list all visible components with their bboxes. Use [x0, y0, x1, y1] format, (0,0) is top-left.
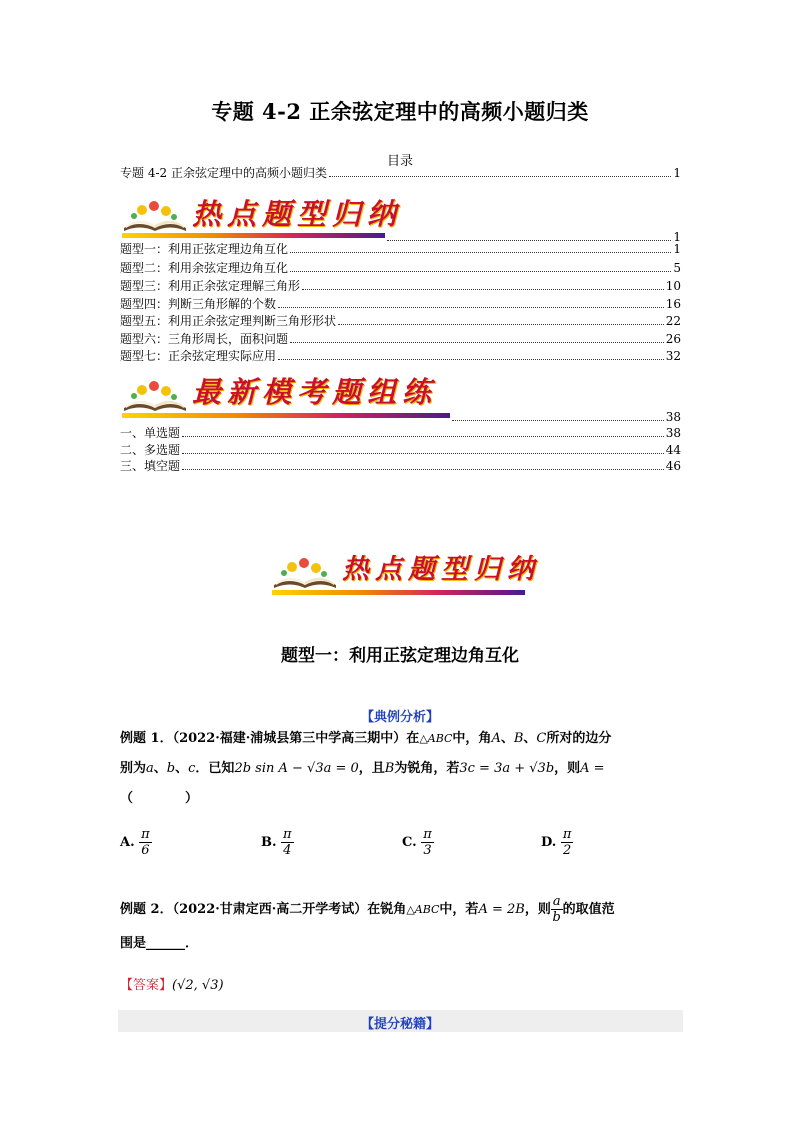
example-2 — [120, 893, 685, 961]
example-2-prefix: 例题 2．（2022·甘肃定西·高二开学考试）在锐角 — [120, 902, 407, 917]
toc-page: 32 — [665, 349, 681, 363]
toc-page: 10 — [665, 279, 681, 293]
banner-text: 热点题型归纳 — [192, 197, 403, 231]
math-equation: 3c = 3a + √3b — [459, 761, 555, 776]
toc-leader — [290, 251, 671, 253]
toc-row[interactable] — [120, 312, 681, 328]
toc-label: 二、多选题 — [120, 443, 181, 457]
text: 中，若 — [439, 902, 479, 917]
banner-underline — [122, 233, 385, 238]
toc-label: 题型七：正余弦定理实际应用 — [120, 349, 277, 363]
toc-page: 38 — [665, 426, 681, 440]
math-equation: A = 2B — [478, 902, 525, 917]
option-b[interactable] — [261, 827, 294, 858]
banner-text: 热点题型归纳 — [342, 554, 540, 585]
toc-row[interactable] — [120, 330, 681, 346]
option-key: D. — [541, 835, 557, 850]
toc-label: 题型一：利用正弦定理边角互化 — [120, 242, 289, 256]
math-triangle: △ABC — [419, 732, 453, 745]
text: 的取值范 — [562, 902, 615, 917]
option-fraction — [421, 827, 434, 858]
latest-exams-banner — [122, 370, 452, 418]
answer-line — [120, 974, 224, 993]
open-book-flowers-icon — [122, 378, 188, 412]
toc-leader — [182, 435, 664, 437]
banner-underline — [122, 413, 450, 418]
toc-label: 题型二：利用余弦定理边角互化 — [120, 261, 289, 275]
toc-page: 1 — [673, 242, 681, 256]
example-1-line-2 — [120, 754, 685, 784]
text: 别为 — [120, 761, 147, 776]
open-book-flowers-icon — [122, 198, 188, 232]
toc-leader — [182, 452, 664, 454]
math-var: B — [384, 761, 395, 776]
fraction-numerator: a — [552, 894, 561, 909]
toc-row[interactable] — [120, 259, 681, 275]
math-triangle: △ABC — [406, 903, 440, 916]
text: 、 — [500, 731, 514, 746]
toc-page: 22 — [665, 314, 681, 328]
example-2-line-1 — [120, 893, 685, 927]
hot-topics-banner-center — [272, 547, 540, 595]
option-d[interactable] — [541, 827, 573, 858]
option-key: A. — [120, 835, 135, 850]
toc-row[interactable] — [120, 441, 681, 457]
toc-label: 专题 4-2 正余弦定理中的高频小题归类 — [120, 166, 327, 180]
toc-label: 题型四：判断三角形解的个数 — [120, 297, 277, 311]
section-title: 题型一：利用正弦定理边角互化 — [281, 646, 519, 666]
toc-page: 38 — [665, 410, 681, 424]
answer-value: (√2, √3) — [172, 978, 224, 993]
toc-row[interactable] — [120, 347, 681, 363]
toc-page: 16 — [665, 297, 681, 311]
toc-page: 1 — [673, 230, 681, 244]
fraction-a-over-b — [551, 894, 563, 925]
open-book-flowers-icon — [272, 555, 338, 589]
toc-row[interactable] — [120, 424, 681, 440]
text: ，则 — [554, 761, 581, 776]
toc-row[interactable] — [120, 457, 681, 473]
toc-page: 44 — [665, 443, 681, 457]
fraction-numerator: π — [141, 827, 150, 842]
option-fraction — [139, 827, 152, 858]
toc-label: 三、填空题 — [120, 459, 181, 473]
toc-leader — [182, 468, 664, 470]
fraction-denominator: 2 — [563, 843, 572, 858]
toc-page: 5 — [673, 261, 681, 275]
fraction-denominator: 4 — [283, 843, 292, 858]
text: ，且 — [358, 761, 385, 776]
math-var: c — [188, 761, 196, 776]
option-fraction — [561, 827, 574, 858]
toc-row[interactable] — [120, 277, 681, 293]
option-key: B. — [261, 835, 277, 850]
fraction-numerator: π — [283, 827, 292, 842]
math-equation: 2b sin A − √3a = 0 — [234, 761, 359, 776]
example-1-line-1 — [120, 724, 685, 754]
toc-row[interactable] — [120, 164, 681, 180]
math-var: a — [146, 761, 154, 776]
math-var: b — [166, 761, 176, 776]
text: 、 — [175, 761, 189, 776]
math-var: C — [536, 731, 547, 746]
example-1-blank: （ ） — [120, 791, 199, 806]
toc-leader — [329, 175, 671, 177]
math-var: B — [513, 731, 524, 746]
toc-row[interactable] — [120, 295, 681, 311]
toc-page: 46 — [665, 459, 681, 473]
text: ．已知 — [195, 761, 235, 776]
example-1-prefix: 例题 1．（2022·福建·浦城县第三中学高三期中）在 — [120, 731, 420, 746]
example-2-line-2: 围是______． — [120, 936, 199, 951]
toc-label: 题型三：利用正余弦定理解三角形 — [120, 279, 301, 293]
toc-leader — [290, 341, 664, 343]
text: 中，角 — [452, 731, 492, 746]
text: 、 — [153, 761, 167, 776]
banner-underline — [272, 590, 525, 595]
toc-label: 题型五：利用正余弦定理判断三角形形状 — [120, 314, 337, 328]
toc-row[interactable] — [120, 240, 681, 256]
text: ，则 — [524, 902, 551, 917]
toc-row[interactable] — [450, 408, 681, 424]
toc-label: 题型六：三角形周长，面积问题 — [120, 332, 289, 346]
hot-topics-banner — [122, 192, 403, 238]
fraction-numerator: π — [562, 827, 572, 842]
toc-leader — [302, 288, 664, 290]
toc-page: 26 — [665, 332, 681, 346]
text: 所对的边分 — [546, 731, 612, 746]
fraction-denominator: 6 — [141, 843, 150, 858]
fraction-numerator: π — [423, 827, 432, 842]
toc-leader — [290, 270, 671, 272]
option-c[interactable] — [402, 827, 434, 858]
banner-text: 最新模考题组练 — [192, 375, 438, 409]
document-title: 专题 4-2 正余弦定理中的高频小题归类 — [211, 99, 589, 124]
toc-leader — [452, 419, 664, 421]
fraction-denominator: b — [552, 910, 561, 925]
toc-heading: 目录 — [386, 154, 413, 169]
example-1 — [120, 724, 685, 814]
math-equation: A = — [580, 761, 605, 776]
example-heading: 【典例分析】 — [360, 710, 439, 725]
toc-leader — [278, 306, 664, 308]
math-var: A — [491, 731, 501, 746]
text: 为锐角，若 — [394, 761, 460, 776]
toc-page: 1 — [673, 166, 681, 180]
answer-tag: 【答案】 — [120, 978, 173, 993]
option-key: C. — [402, 835, 417, 850]
toc-label: 一、单选题 — [120, 426, 181, 440]
option-a[interactable] — [120, 827, 152, 858]
fraction-denominator: 3 — [423, 843, 432, 858]
text: 、 — [523, 731, 537, 746]
toc-leader — [338, 323, 664, 325]
toc-leader — [278, 358, 664, 360]
tips-heading: 【提分秘籍】 — [360, 1017, 439, 1032]
option-fraction — [281, 827, 294, 858]
